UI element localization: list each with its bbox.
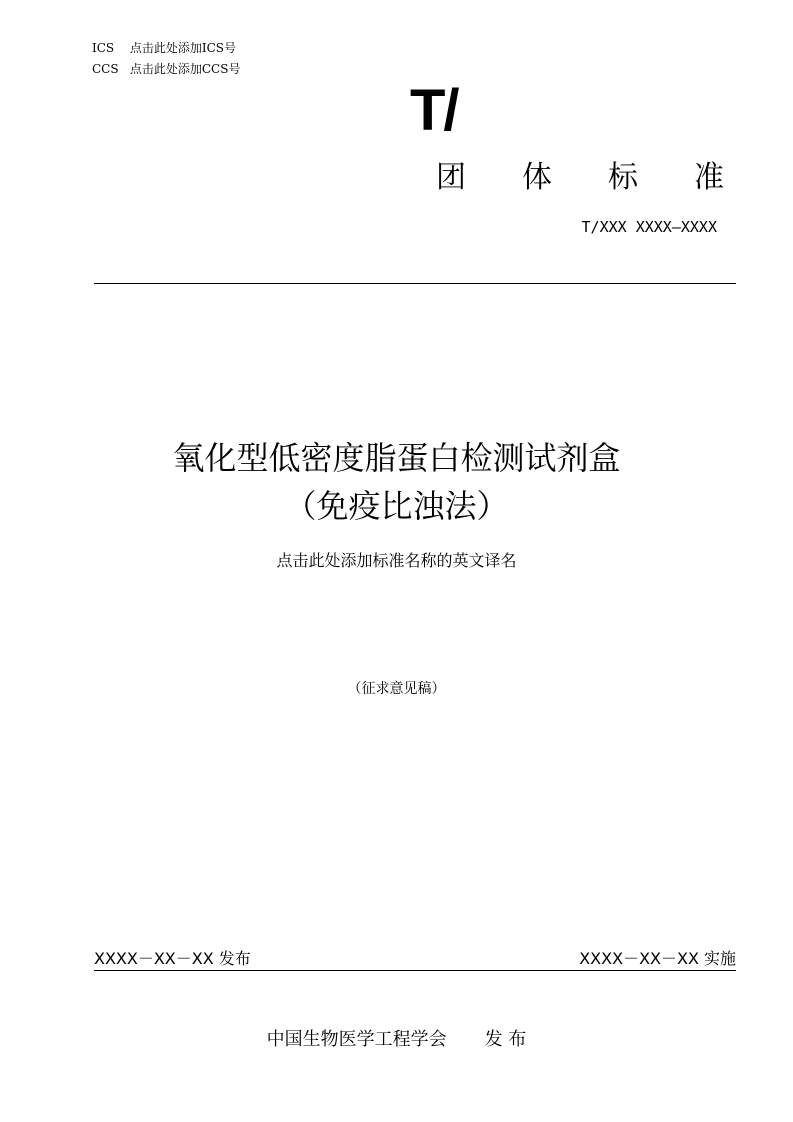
- standard-logo: T/: [410, 78, 458, 143]
- issue-date: XXXX－XX－XX 发布: [94, 949, 251, 968]
- ics-code: ICS: [92, 41, 115, 55]
- ccs-placeholder[interactable]: 点击此处添加CCS号: [129, 62, 241, 76]
- publisher-line: [0, 1025, 793, 1051]
- standard-number: T/XXX XXXX—XXXX: [581, 218, 717, 236]
- draft-status: （征求意见稿）: [347, 681, 446, 697]
- footer-divider: [94, 970, 736, 971]
- document-title: 氧化型低密度脂蛋白检测试剂盒: [172, 439, 621, 477]
- english-title-placeholder[interactable]: 点击此处添加标准名称的英文译名: [276, 551, 517, 570]
- standard-type: 团体标准: [436, 160, 780, 195]
- ics-line: [92, 39, 236, 56]
- ccs-code: CCS: [92, 62, 119, 76]
- publish-action: 发 布: [484, 1029, 527, 1050]
- publisher-name: 中国生物医学工程学会: [266, 1029, 447, 1050]
- ccs-line: [92, 60, 240, 77]
- document-subtitle: （免疫比浊法）: [284, 487, 509, 525]
- implementation-date: XXXX－XX－XX 实施: [579, 949, 736, 968]
- ics-placeholder[interactable]: 点击此处添加ICS号: [129, 41, 236, 55]
- header-divider: [94, 283, 736, 284]
